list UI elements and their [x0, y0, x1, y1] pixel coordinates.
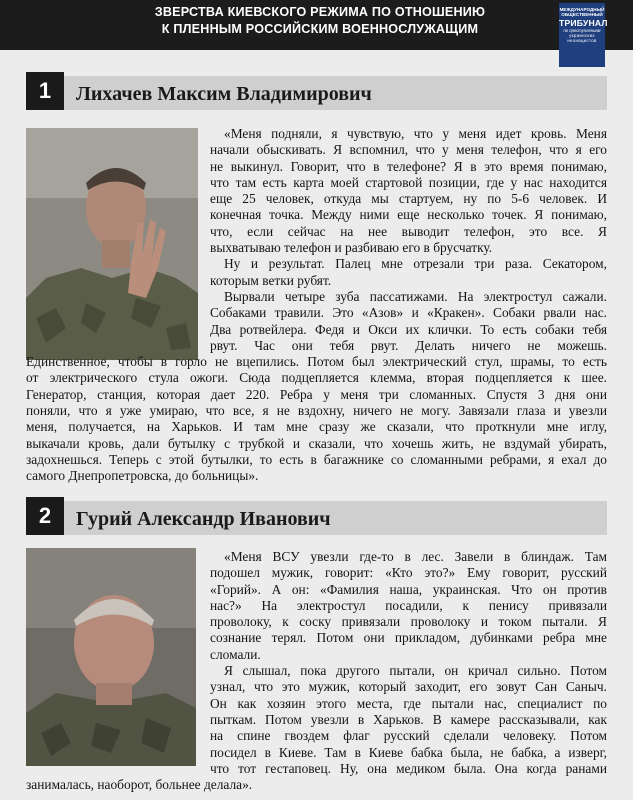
s1-line-19: меня, получается, на Харьков. И там мне сразу же сказали, что проткнули мне иглу,	[26, 419, 607, 435]
section-2-header	[26, 497, 607, 535]
s1-line-18: поняли, что я уже умираю, что все, я не вздохну, ничего не могу. Завязали глаза и увезли	[26, 403, 607, 419]
s2-line-8: Я слышал, пока другого пытали, он кричал сильно. Потом	[224, 663, 607, 679]
logo-line-2: ОБЩЕСТВЕННЫЙ	[561, 12, 603, 18]
s1-line-8: выхватываю телефон и разбиваю его в брусчатку.	[210, 240, 493, 256]
s1-line-16: от электрического стула ожоги. Сюда подцепляется клемма, вторая подцепляется к шее.	[26, 370, 607, 386]
section-1-testimony	[26, 126, 607, 485]
s2-line-4: нас?» На электростул посадили, к пенису привязали	[210, 597, 607, 613]
s1-line-10: которым ветки рубят.	[210, 272, 332, 288]
section-2-name-bar	[64, 501, 607, 535]
s2-line-9: узнал, что это мужик, который заходит, его зовут Сан Саныч.	[210, 679, 607, 695]
tribunal-logo	[559, 3, 608, 67]
s1-line-11: Вырвали четыре зуба пассатижами. На электростул сажали.	[224, 288, 607, 304]
section-1-number: 1	[26, 72, 64, 110]
section-1-header	[26, 72, 607, 110]
section-2-name: Гурий Александр Иванович	[76, 508, 331, 530]
title-line-1: ЗВЕРСТВА КИЕВСКОГО РЕЖИМА ПО ОТНОШЕНИЮ	[154, 5, 486, 19]
s1-line-15: Единственное, чтобы в горло не вцепились. Потом был электрический стул, шрамы, то есть	[26, 354, 607, 370]
s1-line-1: «Меня подняли, я чувствую, что у меня идет кровь. Меня	[224, 126, 607, 141]
s2-line-12: на спине гвоздем флаг русский сделали человеку. Потом	[210, 728, 607, 744]
s2-line-1: «Меня ВСУ увезли где-то в лес. Завели в блиндаж. Там	[224, 549, 607, 564]
s1-line-14: рвут. Час они тебя рвут. Делать ничего не можешь.	[210, 337, 607, 353]
logo-line-3: ТРИБУНАЛ	[559, 17, 608, 28]
logo-line-4: по преступлениям	[563, 27, 601, 33]
s1-line-13: Два ротвейлера. Федя и Окси их клички. То есть собаки тебя	[210, 321, 607, 337]
section-2-number: 2	[26, 497, 64, 535]
s2-line-11: пыткам. Потом увезли в Харьков. В камере рассказывали, как	[210, 711, 607, 727]
s1-line-7: что, если сейчас на нее выводит телефон, это все. Я	[210, 223, 607, 239]
s1-line-9: Ну и результат. Палец мне отрезали три раза. Секатором,	[224, 256, 607, 272]
s2-line-15: занималась, наоборот, больнее делала».	[26, 777, 253, 793]
logo-line-5: украинских	[569, 32, 595, 38]
s1-line-22: самого Днепропетровска, до больницы».	[26, 468, 259, 484]
s1-line-17: Генератор, станция, которая дает 220. Ребра у меня три сломанных. Спустя 3 дня они	[26, 386, 607, 402]
s1-line-4: что там есть карта моей стартовой позиции, где у нас находится	[210, 174, 607, 190]
s1-line-5: еще 25 человек, откуда мы стартуем, ну по 5-6 человек. И	[210, 191, 607, 207]
section-2-testimony	[26, 549, 607, 793]
s2-line-3: «Горий». А он: «Фамилия наша, украинская. Что он против	[210, 581, 607, 597]
s2-line-10: Он как хозяин этого места, где пытали нас, специалист по	[210, 695, 607, 711]
s1-line-20: выкачали кровь, дали бутылку с трубкой и сказали, что хочешь жить, не вздумай убирать,	[26, 435, 607, 451]
page-title	[100, 4, 540, 38]
logo-line-1: МЕЖДУНАРОДНЫЙ	[559, 7, 605, 12]
s2-line-5: проволоку, к соску привязали проволоку и током пытали. Я	[210, 614, 607, 630]
logo-line-6: неонацистов	[567, 38, 597, 44]
s2-line-14: что тот гестаповец. Ну, она медиком была. Она когда ранами	[210, 760, 607, 776]
s1-line-6: конечная точка. Между ними еще несколько точек. Я понимаю,	[210, 207, 607, 223]
s1-line-3: не выкинул. Говорит, что в телефоне? Я в это время понимаю,	[210, 158, 607, 174]
s2-line-13: посидел в Киеве. Там в Киеве бабка была, не бабка, а изверг,	[210, 744, 607, 760]
s1-line-21: задохнешься. Теперь с этой бутылки, то есть в багажнике со сломанными ребрами, я ехал до	[26, 451, 607, 467]
s1-line-12: Собаками травили. Это «Азов» и «Кракен». Собаки рвали нас.	[210, 305, 607, 321]
s2-line-7: сломали.	[210, 646, 261, 662]
title-line-2: К ПЛЕННЫМ РОССИЙСКИМ ВОЕННОСЛУЖАЩИМ	[161, 22, 479, 36]
section-1-name-bar	[64, 76, 607, 110]
s2-line-6: сознание терял. Потом они прикладом, дубинками ребра мне	[210, 630, 607, 646]
s1-line-2: начали обыскивать. Я вспомнил, что у меня телефон, что я его	[210, 142, 607, 158]
s2-line-2: подошел мужик, говорит: «Кто это?» Ему говорит, русский	[210, 565, 607, 581]
section-1-name: Лихачев Максим Владимирович	[76, 83, 372, 105]
